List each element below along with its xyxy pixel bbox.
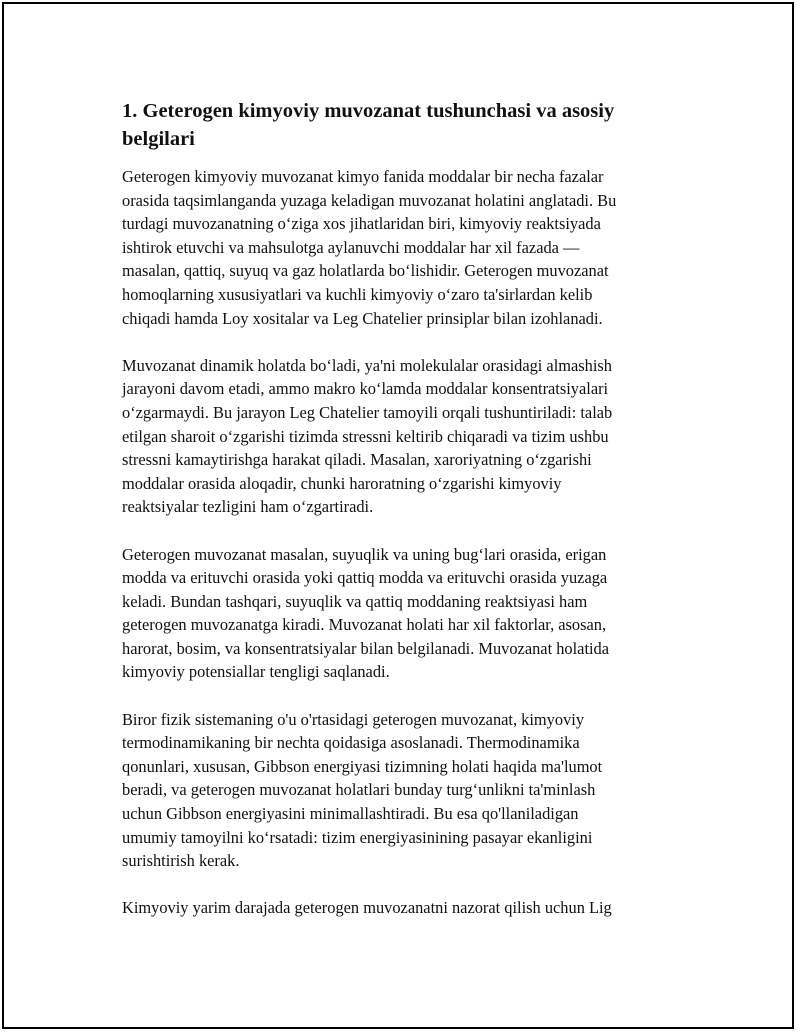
paragraph-line: modda va erituvchi orasida yoki qattiq modda va erituvchi orasida yuzaga <box>122 568 608 588</box>
paragraph-1 <box>122 165 678 330</box>
paragraph-line: surishtirish kerak. <box>122 851 240 871</box>
paragraph-3 <box>122 543 678 685</box>
paragraph-line: orasida taqsimlanganda yuzaga keladigan muvozanat holatini anglatadi. Bu <box>122 190 617 210</box>
paragraph-line: harorat, bosim, va konsentratsiyalar bilan belgilanadi. Muvozanat holatida <box>122 638 610 658</box>
section-heading-line: 1. Geterogen kimyoviy muvozanat tushunchasi va asosiy <box>122 100 615 122</box>
paragraph-line: moddalar orasida aloqadir, chunki haroratning o‘zgarishi kimyoviy <box>122 473 562 493</box>
paragraph-line: turdagi muvozanatning o‘ziga xos jihatlaridan biri, kimyoviy reaktsiyada <box>122 214 601 234</box>
paragraph-line: o‘zgarmaydi. Bu jarayon Leg Chatelier tamoyili orqali tushuntiriladi: talab <box>122 402 613 422</box>
section-heading <box>122 97 678 153</box>
paragraph-5 <box>122 896 678 920</box>
paragraph-line: etilgan sharoit o‘zgarishi tizimda stressni keltirib chiqaradi va tizim ushbu <box>122 426 609 446</box>
paragraph-line: Geterogen kimyoviy muvozanat kimyo fanida moddalar bir necha fazalar <box>122 167 604 186</box>
paragraph-line: masalan, qattiq, suyuq va gaz holatlarda bo‘lishidir. Geterogen muvozanat <box>122 261 609 281</box>
document-body <box>122 97 678 944</box>
paragraph-line: kimyoviy potensiallar tengligi saqlanadi. <box>122 662 390 682</box>
page-frame <box>2 2 794 1029</box>
paragraph-line: Geterogen muvozanat masalan, suyuqlik va uning bug‘lari orasida, erigan <box>122 544 607 564</box>
paragraph-line: Muvozanat dinamik holatda bo‘ladi, ya'ni molekulalar orasidagi almashish <box>122 355 612 375</box>
paragraph-line: uchun Gibbson energiyasini minimallashtiradi. Bu esa qo'llaniladigan <box>122 804 579 824</box>
paragraph-line: beradi, va geterogen muvozanat holatlari bunday turg‘unlikni ta'minlash <box>122 780 596 800</box>
paragraph-4 <box>122 708 678 873</box>
paragraph-line: homoqlarning xususiyatlari va kuchli kimyoviy o‘zaro ta'sirlardan kelib <box>122 284 593 304</box>
paragraph-line: chiqadi hamda Loy xositalar va Leg Chatelier prinsiplar bilan izohlanadi. <box>122 308 603 328</box>
paragraph-line: termodinamikaning bir nechta qoidasiga asoslanadi. Thermodinamika <box>122 733 580 753</box>
paragraph-line: qonunlari, xususan, Gibbson energiyasi tizimning holati haqida ma'lumot <box>122 756 603 776</box>
paragraph-line: Kimyoviy yarim darajada geterogen muvozanatni nazorat qilish uchun Lig <box>122 898 612 918</box>
paragraph-line: Biror fizik sistemaning o'u o'rtasidagi geterogen muvozanat, kimyoviy <box>122 709 585 729</box>
paragraph-2 <box>122 354 678 519</box>
paragraph-line: geterogen muvozanatga kiradi. Muvozanat holati har xil faktorlar, asosan, <box>122 615 607 635</box>
paragraph-line: jarayoni davom etadi, ammo makro ko‘lamda moddalar konsentratsiyalari <box>122 379 609 399</box>
paragraph-line: umumiy tamoyilni ko‘rsatadi: tizim energiyasinining pasayar ekanligini <box>122 827 593 847</box>
paragraph-line: stressni kamaytirishga harakat qiladi. Masalan, xaroriyatning o‘zgarishi <box>122 450 592 470</box>
paragraph-line: reaktsiyalar tezligini ham o‘zgartiradi. <box>122 497 374 517</box>
paragraph-line: keladi. Bundan tashqari, suyuqlik va qattiq moddaning reaktsiyasi ham <box>122 591 588 611</box>
section-heading-line: belgilari <box>122 128 195 150</box>
paragraph-line: ishtirok etuvchi va mahsulotga aylanuvchi moddalar har xil fazada — <box>122 237 580 257</box>
